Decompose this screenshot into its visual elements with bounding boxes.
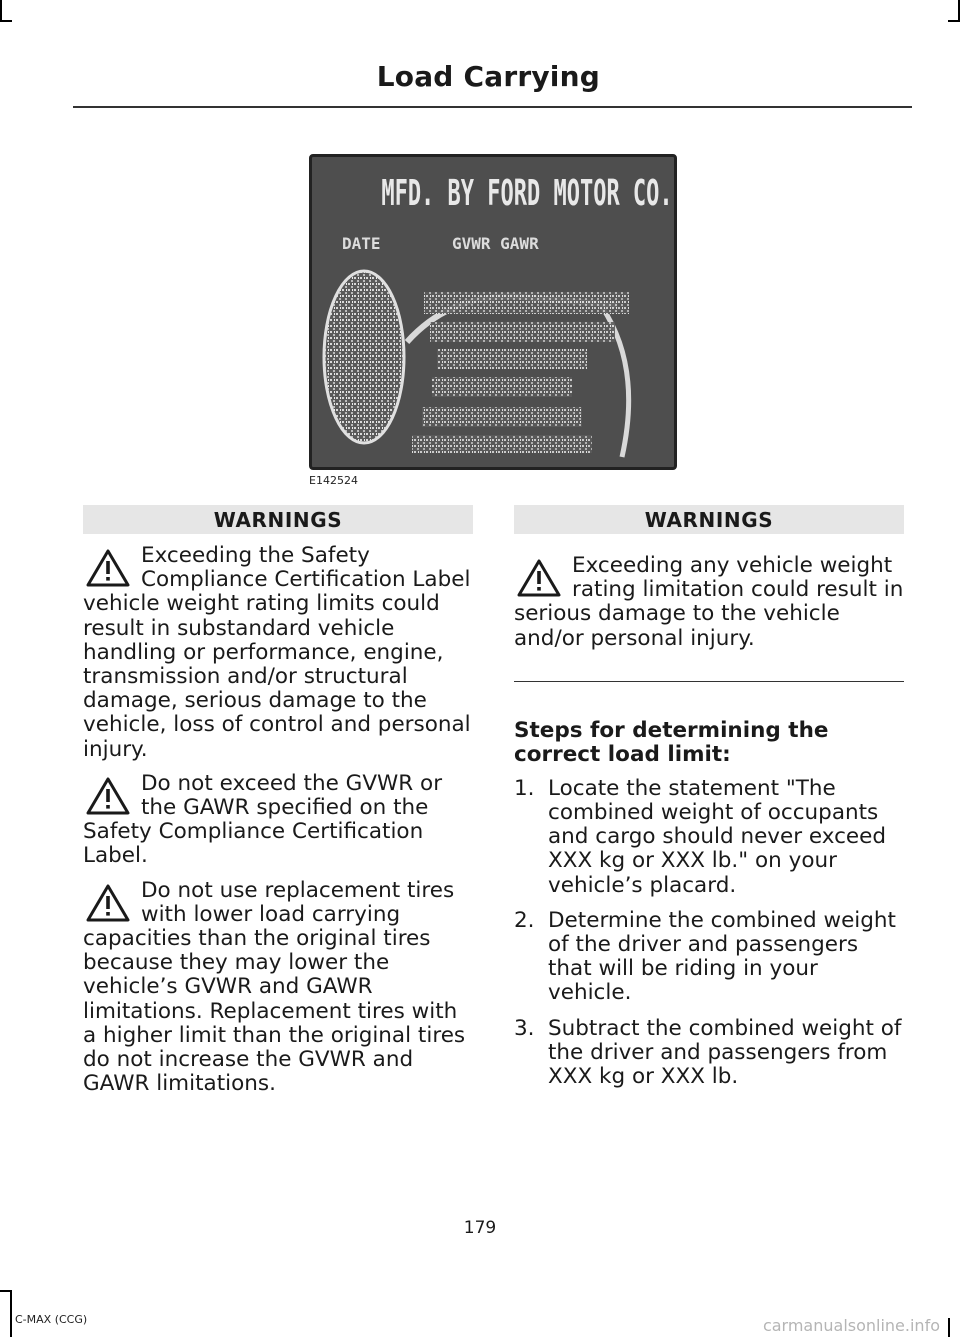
page-number: 179 bbox=[463, 1218, 497, 1238]
warnings-list bbox=[83, 544, 473, 1096]
figure-id: E142524 bbox=[309, 474, 358, 487]
warning-item bbox=[83, 879, 473, 1097]
warning-triangle-icon bbox=[85, 548, 131, 588]
certification-label-image bbox=[309, 154, 677, 470]
crop-mark bbox=[948, 1318, 950, 1337]
warnings-list bbox=[514, 554, 904, 651]
steps-list bbox=[514, 777, 904, 1089]
page-title: Load Carrying bbox=[376, 60, 600, 93]
step-item bbox=[514, 1017, 904, 1090]
footer-model-code: C-MAX (CCG) bbox=[15, 1313, 88, 1326]
warning-triangle-icon bbox=[516, 558, 562, 598]
crop-mark bbox=[0, 1290, 12, 1292]
placard-emblem bbox=[324, 271, 404, 443]
section-divider bbox=[514, 681, 904, 682]
step-number: 1. bbox=[514, 775, 535, 801]
placard-manufacturer-text: MFD. BY FORD MOTOR CO. bbox=[381, 172, 673, 214]
crop-mark bbox=[0, 0, 2, 22]
placard-text-block bbox=[430, 322, 615, 342]
step-text: Subtract the combined weight of the driver and passengers from XXX kg or XXX lb. bbox=[548, 1015, 902, 1090]
placard-text-block bbox=[437, 349, 587, 369]
warning-item bbox=[83, 772, 473, 869]
step-number: 3. bbox=[514, 1015, 535, 1041]
warning-item bbox=[514, 554, 904, 651]
label-illustration bbox=[312, 157, 674, 467]
warning-text: Do not use replacement tires with lower load carrying capacities than the original tires because they may lower the vehicle’s GVWR and GAWR limitations. Replacement tires with a higher limit than the original tires do not increase the GVWR and GAWR limitations. bbox=[83, 877, 466, 1097]
warning-triangle-icon bbox=[85, 776, 131, 816]
watermark: carmanualsonline.info bbox=[762, 1316, 940, 1335]
warnings-heading: WARNINGS bbox=[514, 505, 904, 534]
warning-triangle-icon bbox=[85, 883, 131, 923]
step-number: 2. bbox=[514, 907, 535, 933]
warning-text: Exceeding any vehicle weight rating limitation could result in serious damage to the vehicle and/or personal injury. bbox=[514, 553, 904, 651]
left-column bbox=[83, 505, 473, 1096]
header-divider bbox=[73, 106, 912, 108]
crop-mark bbox=[0, 20, 12, 22]
placard-text-block bbox=[432, 377, 572, 397]
placard-date-text: DATE bbox=[342, 234, 381, 253]
placard-text-block bbox=[424, 292, 629, 314]
steps-heading: Steps for determining the correct load limit: bbox=[514, 717, 829, 767]
placard-text-block bbox=[422, 407, 582, 427]
step-item bbox=[514, 909, 904, 1006]
step-text: Determine the combined weight of the driver and passengers that will be riding in your vehicle. bbox=[548, 907, 896, 1006]
right-column bbox=[514, 505, 904, 1100]
placard-text-block bbox=[412, 435, 592, 453]
warnings-heading: WARNINGS bbox=[83, 505, 473, 534]
warning-item bbox=[83, 544, 473, 762]
step-text: Locate the statement "The combined weight of occupants and cargo should never exceed XXX kg or XXX lb." on your vehicle’s placard. bbox=[548, 775, 887, 898]
step-item bbox=[514, 777, 904, 898]
crop-mark bbox=[948, 20, 960, 22]
crop-mark bbox=[10, 1290, 12, 1337]
warning-text: Do not exceed the GVWR or the GAWR specified on the Safety Compliance Certification Label. bbox=[83, 770, 443, 869]
placard-gvwr-text: GVWR GAWR bbox=[452, 234, 539, 253]
warning-text: Exceeding the Safety Compliance Certification Label vehicle weight rating limits could result in substandard vehicle handling or performance, engine, transmission and/or structural damage, serious damage to the vehicle, loss of control and personal injury. bbox=[83, 543, 471, 762]
